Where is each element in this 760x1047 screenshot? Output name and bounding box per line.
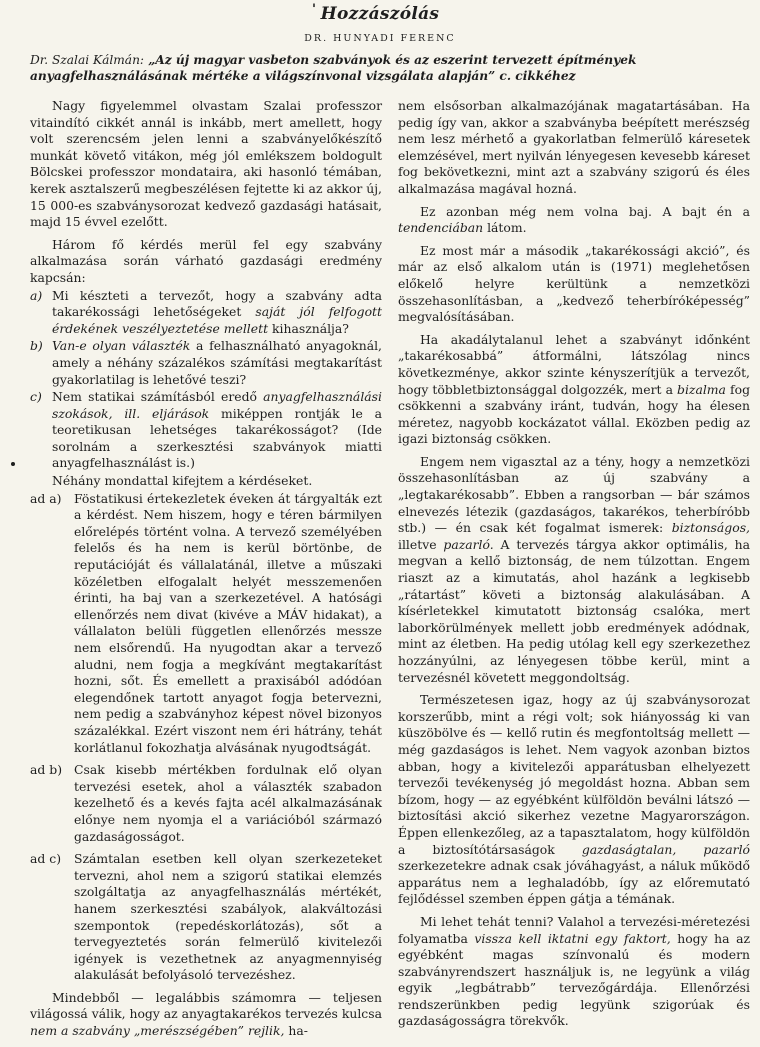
question-a (30, 288, 382, 338)
paragraph (398, 692, 750, 908)
paragraph-text: Mi lehet tehát tenni? Valahol a tervezési-méretezési folyamatba (398, 913, 750, 946)
paragraph (398, 914, 750, 1030)
question-emphasis: Van-e olyan választék (52, 338, 191, 354)
answer-a (30, 491, 382, 757)
paragraph-text: illetve (398, 536, 444, 552)
question-label: c) (30, 389, 42, 405)
header-mark: ' (312, 2, 316, 17)
answer-text: Csak kisebb mértékben fordulnak elő olyan tervezési esetek, ahol a választék szabadon kezelhető és a kevés fajta acél alkalmazásának előnye nem nyomja el a variációból származó gazdaságosságot. (74, 762, 382, 844)
answer-label: ad b) (30, 762, 63, 778)
paragraph-text: Természetesen igaz, hogy az új szabványsorozat korszerűbb, mint a régi volt; sok hiányosság ki van küszöbölve és — kellő rutin és megfontoltság mellett — még gazdaságos is lehet. Nem vagyok azonban biztos abban, hogy a kivitelezői apparátusban elhelyezett tervezői tevékenység jó megoldást hozna. Abban sem bízom, hogy — az egyébként külföldön beválni látszó — biztosítási akció sikerhez vezetne Magyarországon. Éppen ellenkezőleg, az a tapasztalatom, hogy külföldön a biztosítótársaságok (398, 692, 750, 857)
question-label: a) (30, 287, 43, 303)
question-emphasis: anyagfelhasználási szokások, ill. eljárások (52, 389, 382, 421)
paragraph-text: Ha akadálytalanul lehet a szabványt időnként „takarékosabbá” átformálni, látszólag nincs következménye, akkor szinte kényszerítjük a tervezőt, hogy többletbiztonsággal dolgozzék, mert a (398, 331, 750, 397)
question-text: Nem statikai számításból eredő (52, 389, 264, 405)
paragraph: Három fő kérdés merül fel egy szabvány alkalmazása során várható gazdasági eredmény kapcsán: (30, 236, 382, 285)
paragraph-text: hogy ha az egyébként magas színvonalú és modern szabványrendszert használjuk is, ne legyünk a világ egyik „legbátrabb” tervezőgárdája. Ellenőrzési rendszerünkben pedig legyünk szigorúak és gazdaságosságra törekvők. (398, 930, 750, 1029)
paragraph-text: látom. (483, 220, 527, 236)
question-label: b) (30, 338, 43, 354)
reference-title: „Az új magyar vasbeton szabványok és az eszerint tervezett építmények anyagfelhasználásának mértéke a világszínvonal vizsgálata alapján” c. cikkéhez (30, 53, 637, 83)
paragraph-text: Mindebből — legalábbis számomra — teljesen világossá válik, hogy az anyagtakarékos tervezés kulcsa (30, 989, 382, 1022)
question-text: kihasználja? (268, 320, 349, 336)
paragraph: nem elsősorban alkalmazójának magatartásában. Ha pedig így van, akkor a szabványba beépített merészség nem lesz mérhető a gyakorlatban felmerülő káresetek elemzésével, mert nyilván lényegesen kevesebb káreset fog bekövetkezni, mint azt a szabvány szigorú és éles alkalmazása magával hozná. (398, 98, 750, 196)
paragraph-emphasis: tendenciában (398, 220, 484, 236)
reference-line (30, 52, 750, 84)
paragraph-text: A tervezés tárgya akkor optimális, ha megvan a kellő biztonság, de nem túlzottan. Engem riaszt az a kimutatás, ahol hazánk a legkisebb „rátartást” követi a biztonság alakulásában. A kísérletekkel kimutatott biztonság csalóka, mert laborkörülmények mellett jobb eredmények adódnak, mint az életben. Ha pedig utólag kell egy szerkezethez hozzányúlni, az lényegesen többe kerül, mint a tervezésnél követett meggondoltság. (398, 536, 750, 685)
question-text: a felhasználható anyagoknál, amely a néhány százalékos számítási megtakarítást gyakorlatilag is lehetővé teszi? (52, 338, 382, 387)
question-emphasis: saját jól felfogott érdekének veszélyeztetése mellett (52, 304, 382, 336)
paragraph (398, 204, 750, 237)
paragraph-text: Engem nem vigasztal az a tény, hogy a nemzetközi összehasonlításban az új szabvány a „legtakarékosabb”. Ebben a rangsorban — bár számos elnevezés létezik (gazdaságos, takarékos, teherbíróbb stb.) — én csak két fogalmat ismerek: (398, 453, 750, 536)
paragraph: Néhány mondattal kifejtem a kérdéseket. (52, 473, 313, 489)
reference-author: Dr. Szalai Kálmán: (30, 53, 145, 67)
right-column (398, 98, 750, 1031)
paragraph-text: szerkezetekre adnak csak jóváhagyást, a náluk működő apparátus nem a leghaladóbb, így az előremutató fejlődéssel szemben éppen gátja a témának. (398, 858, 750, 907)
paragraph-text: Ez azonban még nem volna baj. A bajt én a (420, 203, 750, 219)
paragraph (398, 454, 750, 686)
paragraph: Ez most már a második „takarékossági akció”, és már az első alkalom után is (1971) meglehetősen előkelő helyre kerültünk a nemzetközi összehasonlításban, a „kedvező teherbíróképesség” megvalósításában. (398, 242, 750, 325)
paragraph (30, 990, 382, 1040)
paragraph (398, 332, 750, 448)
question-text: Mi készteti a tervezőt, hogy a szabvány adta takarékossági lehetőségeket (52, 287, 382, 320)
question-text: miképpen rontják le a teoretikusan lehetséges takarékosságot? (Ide sorolnám a szerkesztési szabványok miatti anyagfelhasználást is.) (52, 405, 383, 471)
paragraph-text: ha- (284, 1023, 308, 1039)
paragraph-emphasis: biztonságos, (671, 520, 750, 536)
answer-label: ad a) (30, 490, 62, 506)
question-c (30, 389, 382, 472)
paragraph-emphasis: bizalma (677, 381, 726, 397)
paragraph: Nagy figyelemmel olvastam Szalai professzor vitaindító cikkét annál is inkább, mert amellett, hogy volt szerencsém jelen lenni a szabványelőkészítő munkát követő vitákon, még jól emlékszem boldogult Bölcskei professzor mondataira, aki hasonló témában, kerek asztalszerű megbeszélésen fejtette ki az akkor új, 15 000-es szabványsorozat kedvező gazdasági hatásait, majd 15 évvel ezelőtt. (30, 98, 382, 230)
answer-label: ad c) (30, 851, 62, 867)
margin-dot (11, 462, 15, 466)
paragraph-emphasis: gazdaságtalan, pazarló (581, 841, 750, 857)
paragraph-emphasis: vissza kell iktatni egy faktort, (474, 930, 671, 946)
left-column (30, 98, 382, 1041)
answer-b (30, 762, 382, 845)
answer-text: Számtalan esetben kell olyan szerkezeteket tervezni, ahol nem a szigorú statikai elemzés szolgáltatja az anyagfelhasználás mértékét, hanem szerkesztési szabályok, alakváltozási szempontok (repedéskorlátozás), sőt a tervegyeztetés során felmerülő kivitelezői igények is vezethetnek az anyagmennyiség alakulását befolyásoló tervezéshez. (74, 851, 382, 983)
article-title: Hozzászólás (320, 4, 440, 24)
answer-c (30, 851, 382, 984)
article-author: DR. HUNYADI FERENC (304, 33, 456, 44)
question-b (30, 338, 382, 388)
paragraph-emphasis: pazarló. (443, 536, 494, 552)
paragraph-text: fog csökkenni a szabvány iránt, tudván, hogy ha élesen méretez, nagyobb kockázatot vállal. Eközben pedig az igazi biztonság csökken. (398, 381, 750, 447)
answer-text: Föstatikusi értekezletek éveken át tárgyalták ezt a kérdést. Nem hiszem, hogy e téren bármilyen előrelépés történt volna. A tervező személyében felelős és ha nem is kerül börtönbe, de reputációját és vállalatánál, illetve a műszaki közéletben elfogalalt helyét messzemenően érinti, ha baj van a szerkezetével. A hatósági ellenőrzés nem divat (kivéve a MÁV hidakat), a vállalaton belüli független ellenőrzés messze nem elsőrendű. Ha nyugodtan akar a tervező aludni, nem fogja a megkívánt megtakarítást hozni, sőt. És emellett a praxisából adódóan elegendőnek tartott anyagot fogja betervezni, nem pedig a szabványhoz képest növel bizonyos százalékkal. Ezért viszont nem éri hátrány, tehát korlátlanul fokozhatja alvásának nyugodtságát. (74, 490, 382, 755)
paragraph-emphasis: nem a szabvány „merészségében” rejlik, (30, 1023, 285, 1039)
